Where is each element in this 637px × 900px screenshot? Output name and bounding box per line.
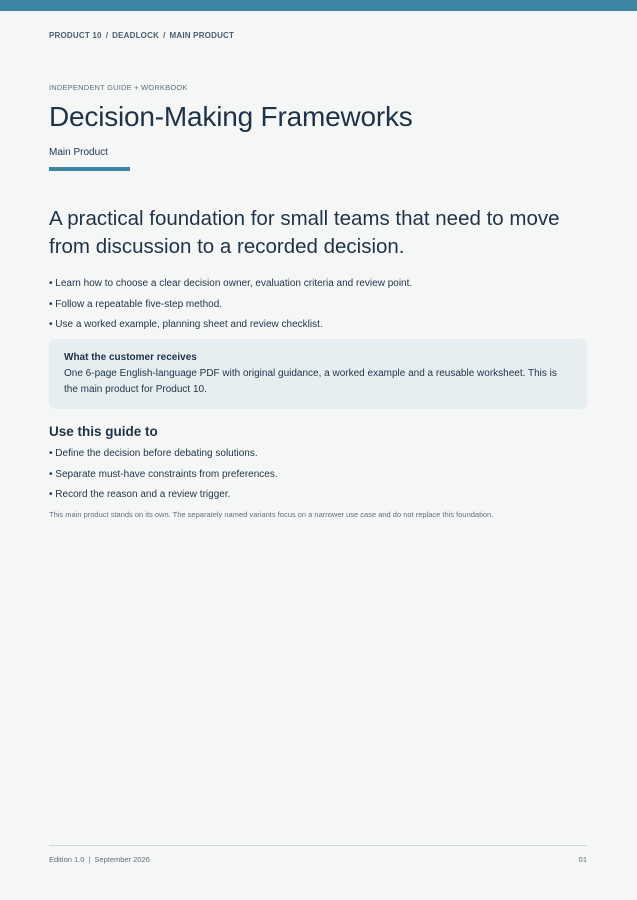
use-bullet-list xyxy=(49,444,587,506)
page-number: 01 xyxy=(578,855,587,864)
lead-statement: A practical foundation for small teams that need to move from discussion to a recorded decision. xyxy=(49,207,560,258)
list-item: • Separate must-have constraints from preferences. xyxy=(49,465,587,486)
breadcrumb-separator: / xyxy=(105,31,109,40)
page-subtitle: Main Product xyxy=(49,147,108,158)
page-title: Decision-Making Frameworks xyxy=(49,101,413,132)
list-item: • Follow a repeatable five-step method. xyxy=(49,295,587,316)
list-item: • Record the reason and a review trigger. xyxy=(49,485,587,506)
footer-separator: | xyxy=(88,855,91,864)
footer-edition xyxy=(49,855,150,864)
list-item: • Define the decision before debating solutions. xyxy=(49,444,587,465)
list-item: • Learn how to choose a clear decision owner, evaluation criteria and review point. xyxy=(49,274,587,295)
customer-receives-callout xyxy=(49,339,587,409)
footer-divider xyxy=(49,845,587,846)
breadcrumb-separator: / xyxy=(163,31,166,40)
breadcrumb-item-product: PRODUCT 10 xyxy=(49,31,102,40)
edition-date: September 2026 xyxy=(94,855,150,864)
use-section-heading: Use this guide to xyxy=(49,424,158,439)
callout-title: What the customer receives xyxy=(64,352,197,363)
eyebrow-label: INDEPENDENT GUIDE + WORKBOOK xyxy=(49,83,188,92)
breadcrumb-item-deadlock: DEADLOCK xyxy=(112,31,160,40)
breadcrumb-item-main-product: MAIN PRODUCT xyxy=(169,31,235,40)
intro-bullet-list xyxy=(49,274,587,336)
breadcrumb xyxy=(49,31,234,40)
list-item: • Use a worked example, planning sheet and review checklist. xyxy=(49,315,587,336)
top-accent-bar xyxy=(0,0,637,11)
callout-text: One 6-page English-language PDF with original guidance, a worked example and a reusable worksheet. This is the main product for Product 10. xyxy=(64,368,557,395)
title-accent-rule xyxy=(49,167,130,171)
edition-label: Edition 1.0 xyxy=(49,855,85,864)
standalone-note: This main product stands on its own. The separately named variants focus on a narrower use case and do not replace this foundation. xyxy=(49,510,494,519)
